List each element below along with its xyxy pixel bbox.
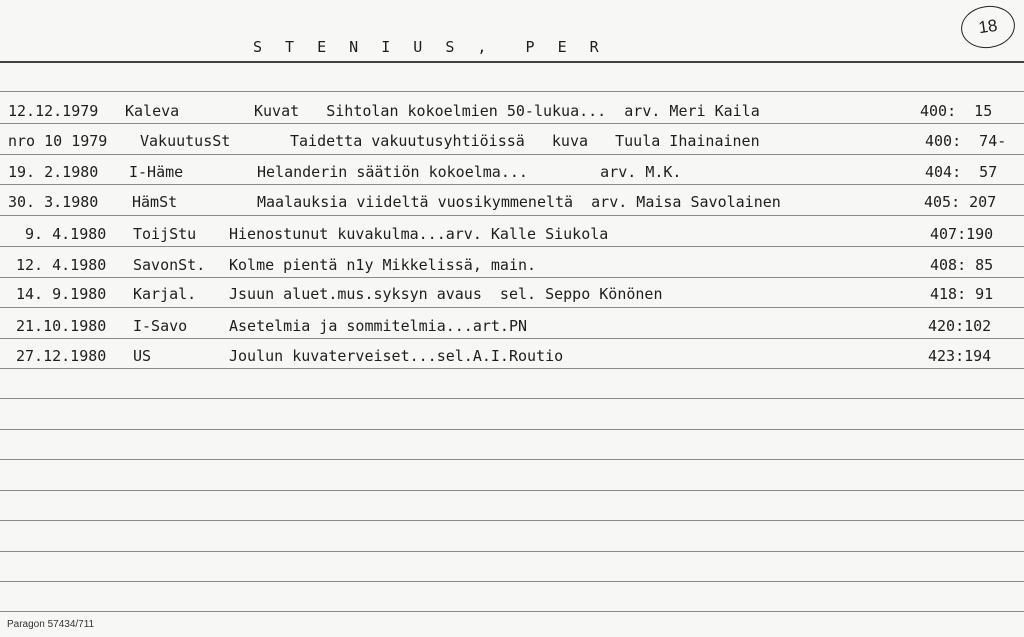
entry-source: SavonSt. — [133, 256, 206, 274]
entry-text: Jsuun aluet.mus.syksyn avaus sel. Seppo Könönen — [229, 285, 663, 303]
rule-line — [0, 490, 1024, 491]
printer-imprint: Paragon 57434/711 — [7, 619, 95, 630]
entry-ref: 400: 15 — [920, 102, 993, 120]
entry-date: 12. 4.1980 — [16, 256, 107, 274]
entry-source: I-Häme — [129, 163, 184, 181]
entry-ref: 405: 207 — [924, 193, 997, 211]
entry-date: 21.10.1980 — [16, 317, 107, 335]
entry-source: US — [133, 347, 152, 365]
rule-line — [0, 123, 1024, 124]
rule-line — [0, 398, 1024, 399]
entry-date: 27.12.1980 — [16, 347, 107, 365]
card-title: S T E N I U S , P E R — [253, 38, 606, 56]
entry-text: Hienostunut kuvakulma...arv. Kalle Siukola — [229, 225, 609, 243]
rule-line — [0, 429, 1024, 430]
rule-line — [0, 277, 1024, 278]
entry-text: Kolme pientä n1y Mikkelissä, main. — [229, 256, 537, 274]
rule-line — [0, 459, 1024, 460]
rule-line — [0, 307, 1024, 308]
entry-source: Karjal. — [133, 285, 197, 303]
entry-text: Maalauksia viideltä vuosikymmeneltä arv. Maisa Savolainen — [257, 193, 781, 211]
rule-line — [0, 520, 1024, 521]
rule-line — [0, 215, 1024, 216]
entry-ref: 404: 57 — [925, 163, 998, 181]
rule-line — [0, 338, 1024, 339]
entry-date: 12.12.1979 — [8, 102, 99, 120]
entry-date: 30. 3.1980 — [8, 193, 99, 211]
entry-source: Kaleva — [125, 102, 180, 120]
rule-line — [0, 184, 1024, 185]
rule-line — [0, 91, 1024, 92]
entry-ref: 423:194 — [928, 347, 992, 365]
entry-text: Joulun kuvaterveiset...sel.A.I.Routio — [229, 347, 564, 365]
rule-line — [0, 611, 1024, 612]
card-number: 18 — [977, 15, 999, 38]
rule-line — [0, 246, 1024, 247]
entry-source: HämSt — [132, 193, 178, 211]
header-rule — [0, 61, 1024, 63]
rule-line — [0, 154, 1024, 155]
entry-text: Helanderin säätiön kokoelma... arv. M.K. — [257, 163, 682, 181]
rule-line — [0, 581, 1024, 582]
entry-date: 19. 2.1980 — [8, 163, 99, 181]
entry-text: Kuvat Sihtolan kokoelmien 50-lukua... arv. Meri Kaila — [254, 102, 760, 120]
entry-ref: 407:190 — [930, 225, 994, 243]
entry-ref: 420:102 — [928, 317, 992, 335]
card-number-circle — [958, 2, 1017, 51]
entry-ref: 418: 91 — [930, 285, 994, 303]
entry-source: I-Savo — [133, 317, 188, 335]
entry-source: ToijStu — [133, 225, 197, 243]
entry-ref: 400: 74- — [925, 132, 1007, 150]
entry-date: nro 10 1979 — [8, 132, 108, 150]
entry-date: 14. 9.1980 — [16, 285, 107, 303]
entry-source: VakuutusSt — [140, 132, 231, 150]
entry-ref: 408: 85 — [930, 256, 994, 274]
entry-date: 9. 4.1980 — [16, 225, 107, 243]
rule-line — [0, 368, 1024, 369]
entry-text: Taidetta vakuutusyhtiöissä kuva Tuula Ihainainen — [290, 132, 760, 150]
entry-text: Asetelmia ja sommitelmia...art.PN — [229, 317, 528, 335]
rule-line — [0, 551, 1024, 552]
